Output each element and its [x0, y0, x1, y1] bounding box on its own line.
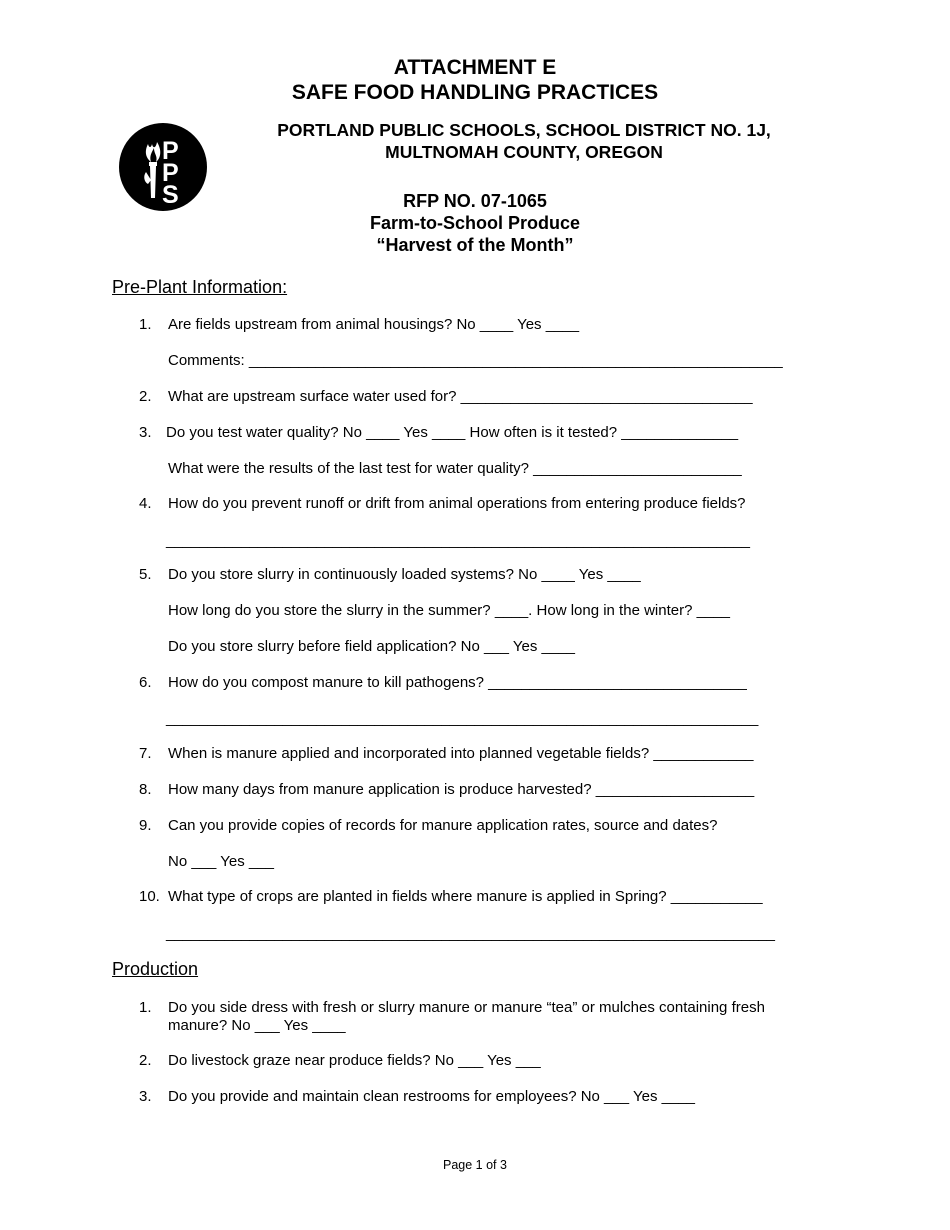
question-number: 4.: [139, 495, 152, 512]
pre-plant-heading: Pre-Plant Information:: [112, 277, 288, 297]
question-4-answer-line: ______________________________________________________________________: [166, 532, 750, 549]
question-1: Are fields upstream from animal housings? No ____ Yes ____: [168, 316, 580, 333]
question-3-followup: What were the results of the last test for water quality? _________________________: [168, 460, 742, 477]
question-7: When is manure applied and incorporated into planned vegetable fields? ____________: [168, 745, 754, 762]
org-name-line1: PORTLAND PUBLIC SCHOOLS, SCHOOL DISTRICT NO. 1J,: [277, 120, 771, 140]
attachment-subtitle: SAFE FOOD HANDLING PRACTICES: [291, 81, 659, 104]
rfp-number: RFP NO. 07-1065: [403, 191, 547, 211]
rfp-program: Farm-to-School Produce: [369, 213, 580, 233]
production-question-3: Do you provide and maintain clean restrooms for employees? No ___ Yes ____: [168, 1088, 695, 1105]
question-number: 3.: [139, 1088, 152, 1105]
production-question-2: Do livestock graze near produce fields? No ___ Yes ___: [168, 1052, 541, 1069]
question-10-answer-line: _________________________________________________________________________: [166, 925, 775, 942]
production-question-1-cont: manure? No ___ Yes ____: [168, 1017, 346, 1034]
question-number: 5.: [139, 566, 152, 583]
question-1-comments: Comments: ________________________________________________________________: [168, 352, 783, 369]
question-2: What are upstream surface water used for? ___________________________________: [168, 388, 753, 405]
production-question-1: Do you side dress with fresh or slurry manure or manure “tea” or mulches containing fresh: [168, 999, 765, 1016]
page-number: Page 1 of 3: [443, 1158, 507, 1172]
question-3: Do you test water quality? No ____ Yes ____ How often is it tested? ______________: [166, 424, 739, 441]
question-number: 2.: [139, 1052, 152, 1069]
question-6-answer-line: _______________________________________________________________________: [166, 710, 759, 727]
rfp-tagline: “Harvest of the Month”: [376, 235, 574, 255]
logo-letter-p2: P: [162, 159, 179, 187]
question-number: 1.: [139, 999, 152, 1016]
question-number: 9.: [139, 817, 152, 834]
question-9: Can you provide copies of records for manure application rates, source and dates?: [168, 817, 718, 834]
question-6: How do you compost manure to kill pathogens? _______________________________: [168, 674, 747, 691]
attachment-title: ATTACHMENT E: [393, 56, 557, 79]
question-number: 2.: [139, 388, 152, 405]
question-5-followup-1: How long do you store the slurry in the summer? ____. How long in the winter? ____: [168, 602, 730, 619]
question-4: How do you prevent runoff or drift from animal operations from entering produce fields?: [168, 495, 746, 512]
question-number: 1.: [139, 316, 152, 333]
logo-letter-s: S: [162, 181, 179, 209]
question-number: 6.: [139, 674, 152, 691]
question-5: Do you store slurry in continuously loaded systems? No ____ Yes ____: [168, 566, 641, 583]
question-number: 10.: [139, 888, 160, 905]
org-name-line2: MULTNOMAH COUNTY, OREGON: [385, 142, 663, 162]
pps-logo: [118, 122, 208, 212]
production-heading: Production: [112, 959, 199, 979]
question-number: 8.: [139, 781, 152, 798]
question-10: What type of crops are planted in fields where manure is applied in Spring? ___________: [168, 888, 763, 905]
logo-letter-p1: P: [162, 137, 179, 165]
question-5-followup-2: Do you store slurry before field application? No ___ Yes ____: [168, 638, 575, 655]
question-9-answer: No ___ Yes ___: [168, 853, 274, 870]
question-number: 7.: [139, 745, 152, 762]
question-8: How many days from manure application is produce harvested? ___________________: [168, 781, 755, 798]
question-number: 3.: [139, 424, 152, 441]
